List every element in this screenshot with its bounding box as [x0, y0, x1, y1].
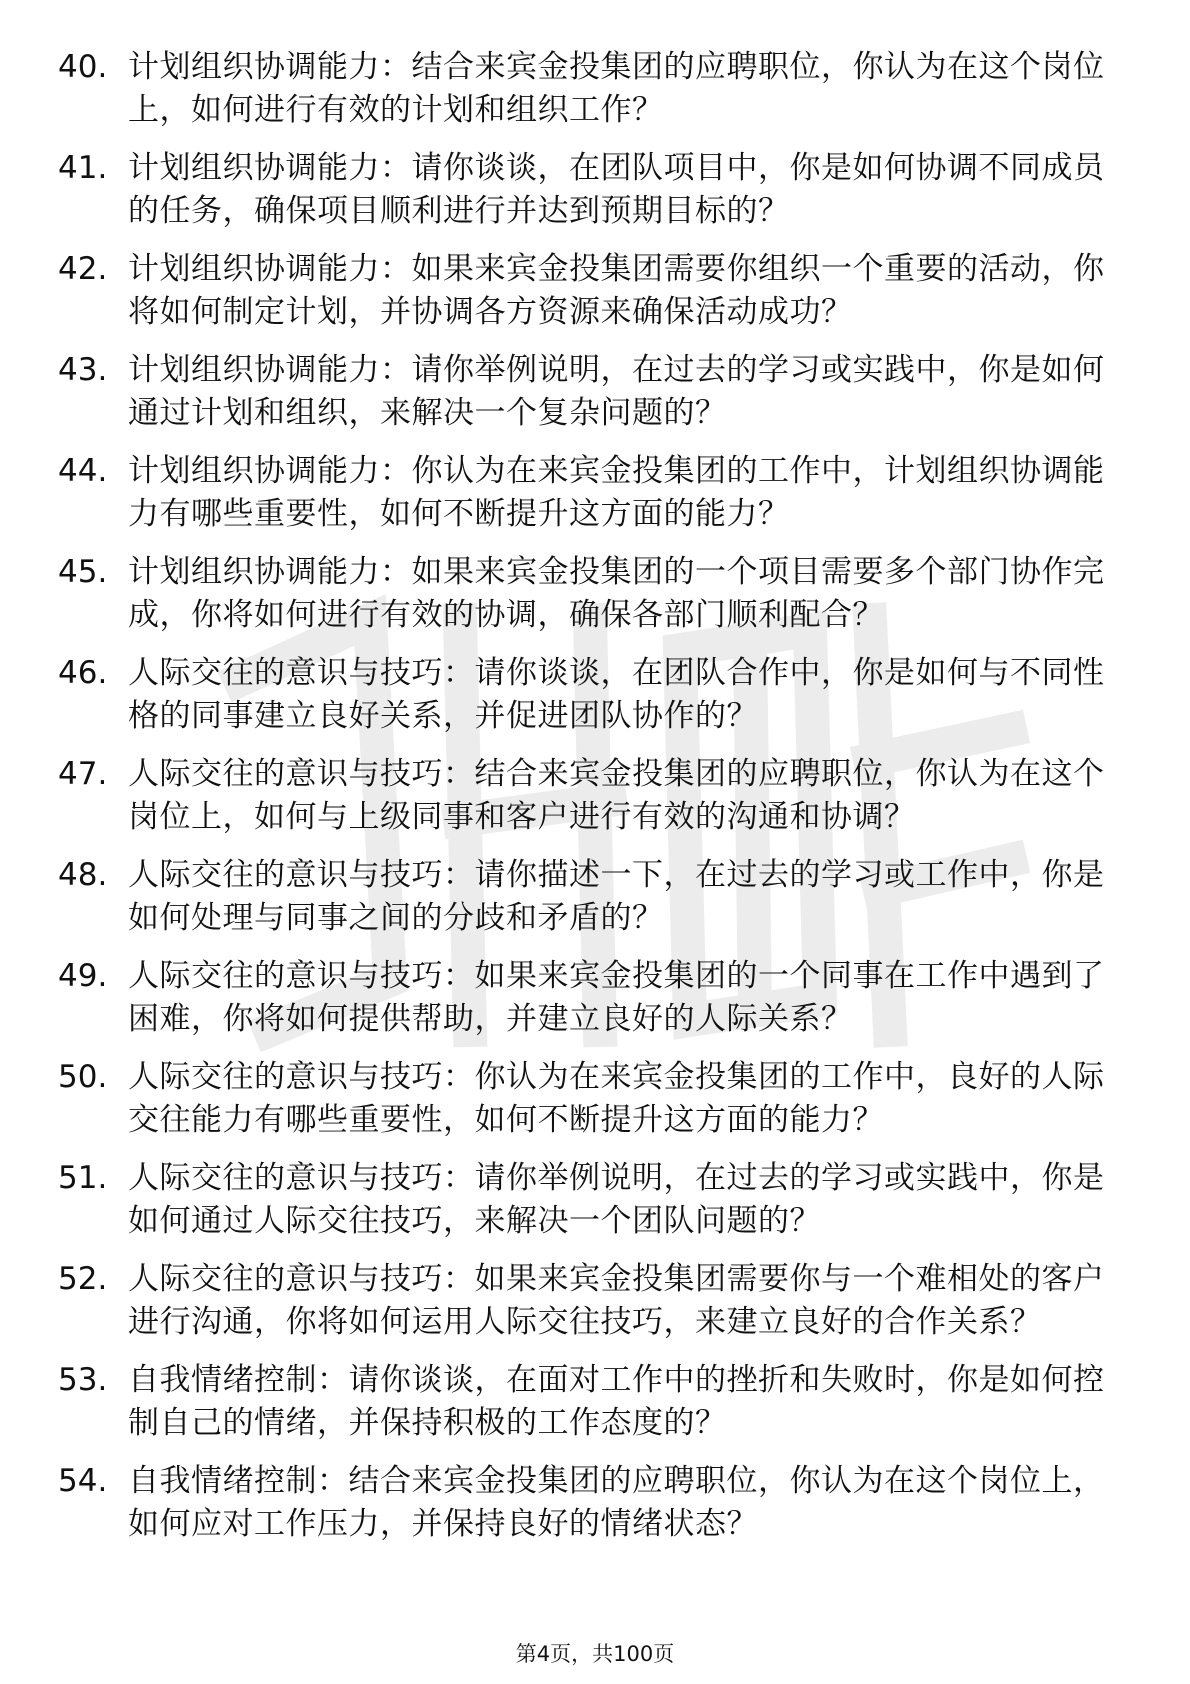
question-text: 计划组织协调能力：如果来宾金投集团的一个项目需要多个部门协作完成，你将如何进行有效的协调，确保各部门顺利配合？ — [128, 554, 1105, 633]
question-text: 人际交往的意识与技巧：结合来宾金投集团的应聘职位，你认为在这个岗位上，如何与上级同事和客户进行有效的沟通和协调？ — [128, 756, 1105, 835]
list-item — [58, 46, 1118, 132]
list-item — [58, 1359, 1118, 1445]
list-item — [58, 147, 1118, 233]
list-item — [58, 450, 1118, 536]
question-number: 46. — [58, 655, 108, 691]
question-list — [58, 46, 1118, 1561]
list-item — [58, 551, 1118, 637]
list-item — [58, 1460, 1118, 1546]
list-item — [58, 349, 1118, 435]
question-number: 41. — [58, 150, 108, 186]
question-text: 计划组织协调能力：结合来宾金投集团的应聘职位，你认为在这个岗位上，如何进行有效的计划和组织工作？ — [128, 49, 1105, 128]
question-text: 人际交往的意识与技巧：请你描述一下，在过去的学习或工作中，你是如何处理与同事之间的分歧和矛盾的？ — [128, 857, 1105, 936]
question-text: 计划组织协调能力：请你谈谈，在团队项目中，你是如何协调不同成员的任务，确保项目顺利进行并达到预期目标的？ — [128, 150, 1105, 229]
list-item — [58, 1157, 1118, 1243]
question-text: 人际交往的意识与技巧：如果来宾金投集团需要你与一个难相处的客户进行沟通，你将如何运用人际交往技巧，来建立良好的合作关系？ — [128, 1261, 1105, 1340]
question-number: 54. — [58, 1463, 108, 1499]
page-number-footer: 第4页，共100页 — [515, 1642, 675, 1666]
question-text: 计划组织协调能力：请你举例说明，在过去的学习或实践中，你是如何通过计划和组织，来解决一个复杂问题的？ — [128, 352, 1105, 431]
question-number: 43. — [58, 352, 108, 388]
list-item — [58, 248, 1118, 334]
question-text: 计划组织协调能力：你认为在来宾金投集团的工作中，计划组织协调能力有哪些重要性，如何不断提升这方面的能力？ — [128, 453, 1105, 532]
question-number: 52. — [58, 1261, 108, 1297]
question-text: 人际交往的意识与技巧：请你举例说明，在过去的学习或实践中，你是如何通过人际交往技巧，来解决一个团队问题的？ — [128, 1160, 1105, 1239]
question-text: 计划组织协调能力：如果来宾金投集团需要你组织一个重要的活动，你将如何制定计划，并协调各方资源来确保活动成功？ — [128, 251, 1105, 330]
list-item — [58, 1258, 1118, 1344]
question-number: 51. — [58, 1160, 108, 1196]
question-text: 自我情绪控制：结合来宾金投集团的应聘职位，你认为在这个岗位上，如何应对工作压力，并保持良好的情绪状态？ — [128, 1463, 1105, 1542]
question-text: 人际交往的意识与技巧：请你谈谈，在团队合作中，你是如何与不同性格的同事建立良好关系，并促进团队协作的？ — [128, 655, 1105, 734]
question-number: 47. — [58, 756, 108, 792]
question-text: 人际交往的意识与技巧：你认为在来宾金投集团的工作中，良好的人际交往能力有哪些重要性，如何不断提升这方面的能力？ — [128, 1059, 1105, 1138]
question-number: 49. — [58, 958, 108, 994]
list-item — [58, 854, 1118, 940]
list-item — [58, 652, 1118, 738]
list-item — [58, 1056, 1118, 1142]
question-number: 44. — [58, 453, 108, 489]
question-number: 42. — [58, 251, 108, 287]
question-number: 45. — [58, 554, 108, 590]
question-number: 40. — [58, 49, 108, 85]
question-number: 50. — [58, 1059, 108, 1095]
question-text: 人际交往的意识与技巧：如果来宾金投集团的一个同事在工作中遇到了困难，你将如何提供帮助，并建立良好的人际关系？ — [128, 958, 1105, 1037]
list-item — [58, 753, 1118, 839]
list-item — [58, 955, 1118, 1041]
question-text: 自我情绪控制：请你谈谈，在面对工作中的挫折和失败时，你是如何控制自己的情绪，并保持积极的工作态度的？ — [128, 1362, 1105, 1441]
question-number: 53. — [58, 1362, 108, 1398]
question-number: 48. — [58, 857, 108, 893]
